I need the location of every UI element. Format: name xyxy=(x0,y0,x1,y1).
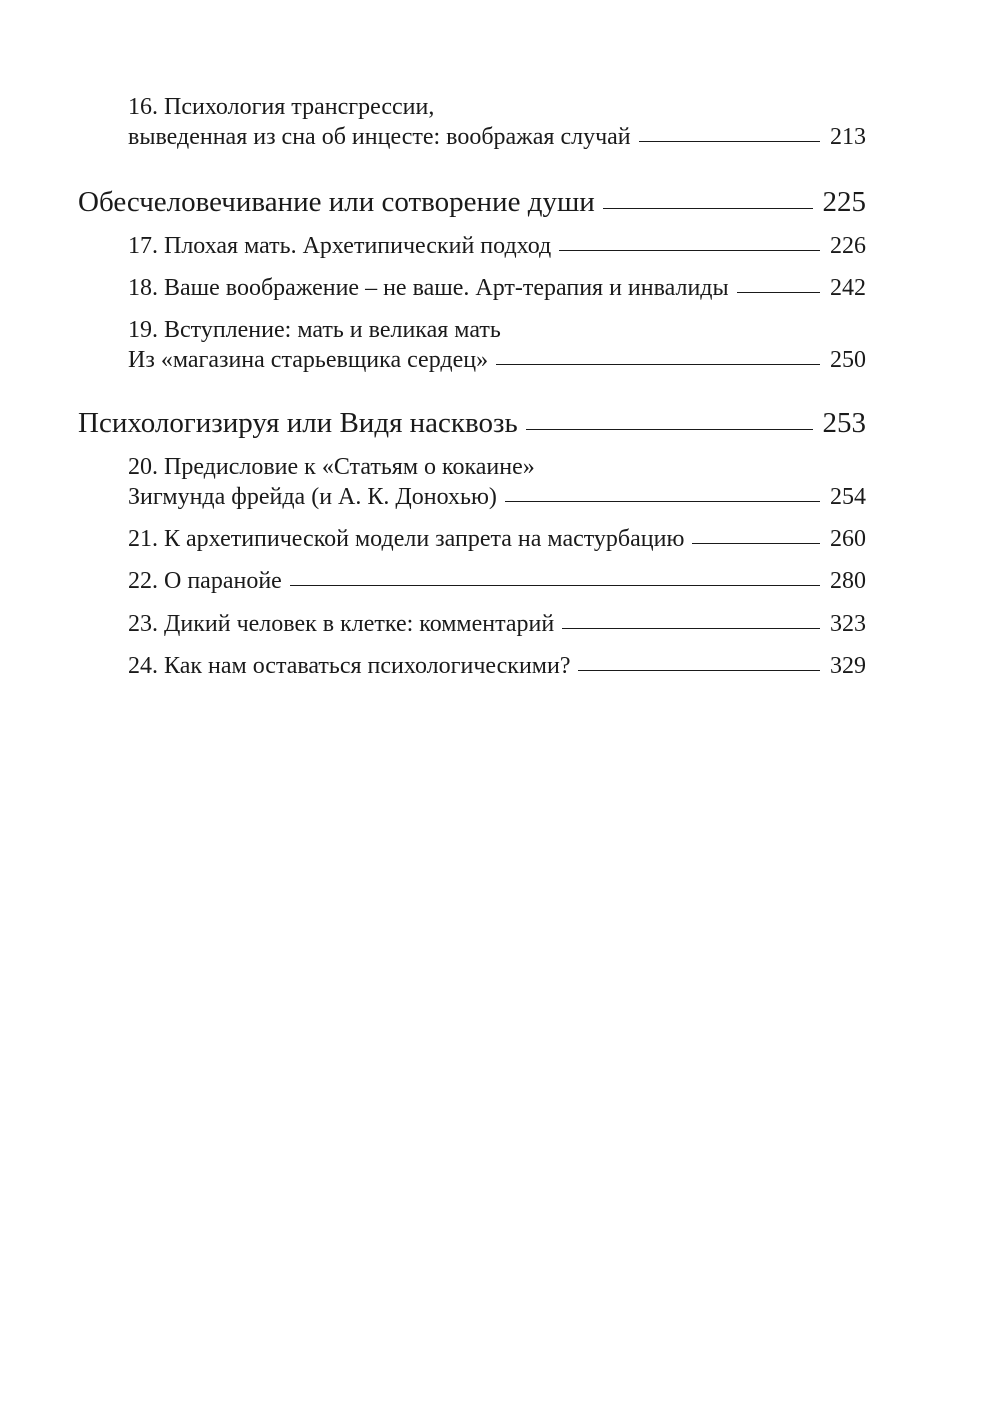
toc-entry-21[interactable] xyxy=(128,524,866,554)
toc-entry-22[interactable] xyxy=(128,566,866,596)
leader-line xyxy=(603,208,813,209)
page-number: 213 xyxy=(830,124,866,150)
leader-line xyxy=(639,141,820,142)
leader-line xyxy=(559,250,820,251)
part-title: Психологизируя или Видя насквозь xyxy=(78,407,518,439)
toc-entry-title: 21. К архетипической модели запрета на мастурбацию xyxy=(128,526,685,552)
page-number: 225 xyxy=(822,186,866,218)
page-number: 329 xyxy=(830,653,866,679)
toc-entry-title: 22. О паранойе xyxy=(128,568,282,594)
toc-entry-title: 19. Вступление: мать и великая мать xyxy=(128,317,501,343)
page-number: 323 xyxy=(830,611,866,637)
toc-entry-title: 23. Дикий человек в клетке: комментарий xyxy=(128,611,555,637)
toc-entry-20[interactable] xyxy=(128,452,866,512)
leader-line xyxy=(496,364,820,365)
page-number: 250 xyxy=(830,347,866,373)
page-number: 226 xyxy=(830,233,866,259)
toc-entry-title: Из «магазина старьевщика сердец» xyxy=(128,347,489,373)
leader-line xyxy=(505,501,820,502)
page-number: 254 xyxy=(830,484,866,510)
leader-line xyxy=(692,543,820,544)
toc-entry-title: выведенная из сна об инцесте: воображая случай xyxy=(128,124,631,150)
page-number: 280 xyxy=(830,568,866,594)
leader-line xyxy=(562,628,820,629)
page-number: 242 xyxy=(830,275,866,301)
toc-part-heading[interactable] xyxy=(78,184,866,220)
toc-entry-title: Зигмунда фрейда (и А. К. Донохью) xyxy=(128,484,497,510)
toc-entry-title: 24. Как нам оставаться психологическими? xyxy=(128,653,571,679)
toc-entry-title: 16. Психология трансгрессии, xyxy=(128,94,435,120)
leader-line xyxy=(737,292,820,293)
page-number: 253 xyxy=(822,407,866,439)
toc-entry-title: 18. Ваше воображение – не ваше. Арт-терапия и инвалиды xyxy=(128,275,729,301)
toc-part-heading[interactable] xyxy=(78,405,866,441)
leader-line xyxy=(578,670,820,671)
toc-entry-18[interactable] xyxy=(128,273,866,303)
leader-line xyxy=(526,429,813,430)
toc-entry-24[interactable] xyxy=(128,651,866,681)
leader-line xyxy=(290,585,820,586)
toc-entry-19[interactable] xyxy=(128,315,866,375)
toc-entry-16[interactable] xyxy=(128,92,866,152)
toc-entry-title: 17. Плохая мать. Архетипический подход xyxy=(128,233,552,259)
toc-entry-23[interactable] xyxy=(128,609,866,639)
part-title: Обесчеловечивание или сотворение души xyxy=(78,186,595,218)
page-number: 260 xyxy=(830,526,866,552)
toc-entry-title: 20. Предисловие к «Статьям о кокаине» xyxy=(128,454,535,480)
toc-entry-17[interactable] xyxy=(128,231,866,261)
